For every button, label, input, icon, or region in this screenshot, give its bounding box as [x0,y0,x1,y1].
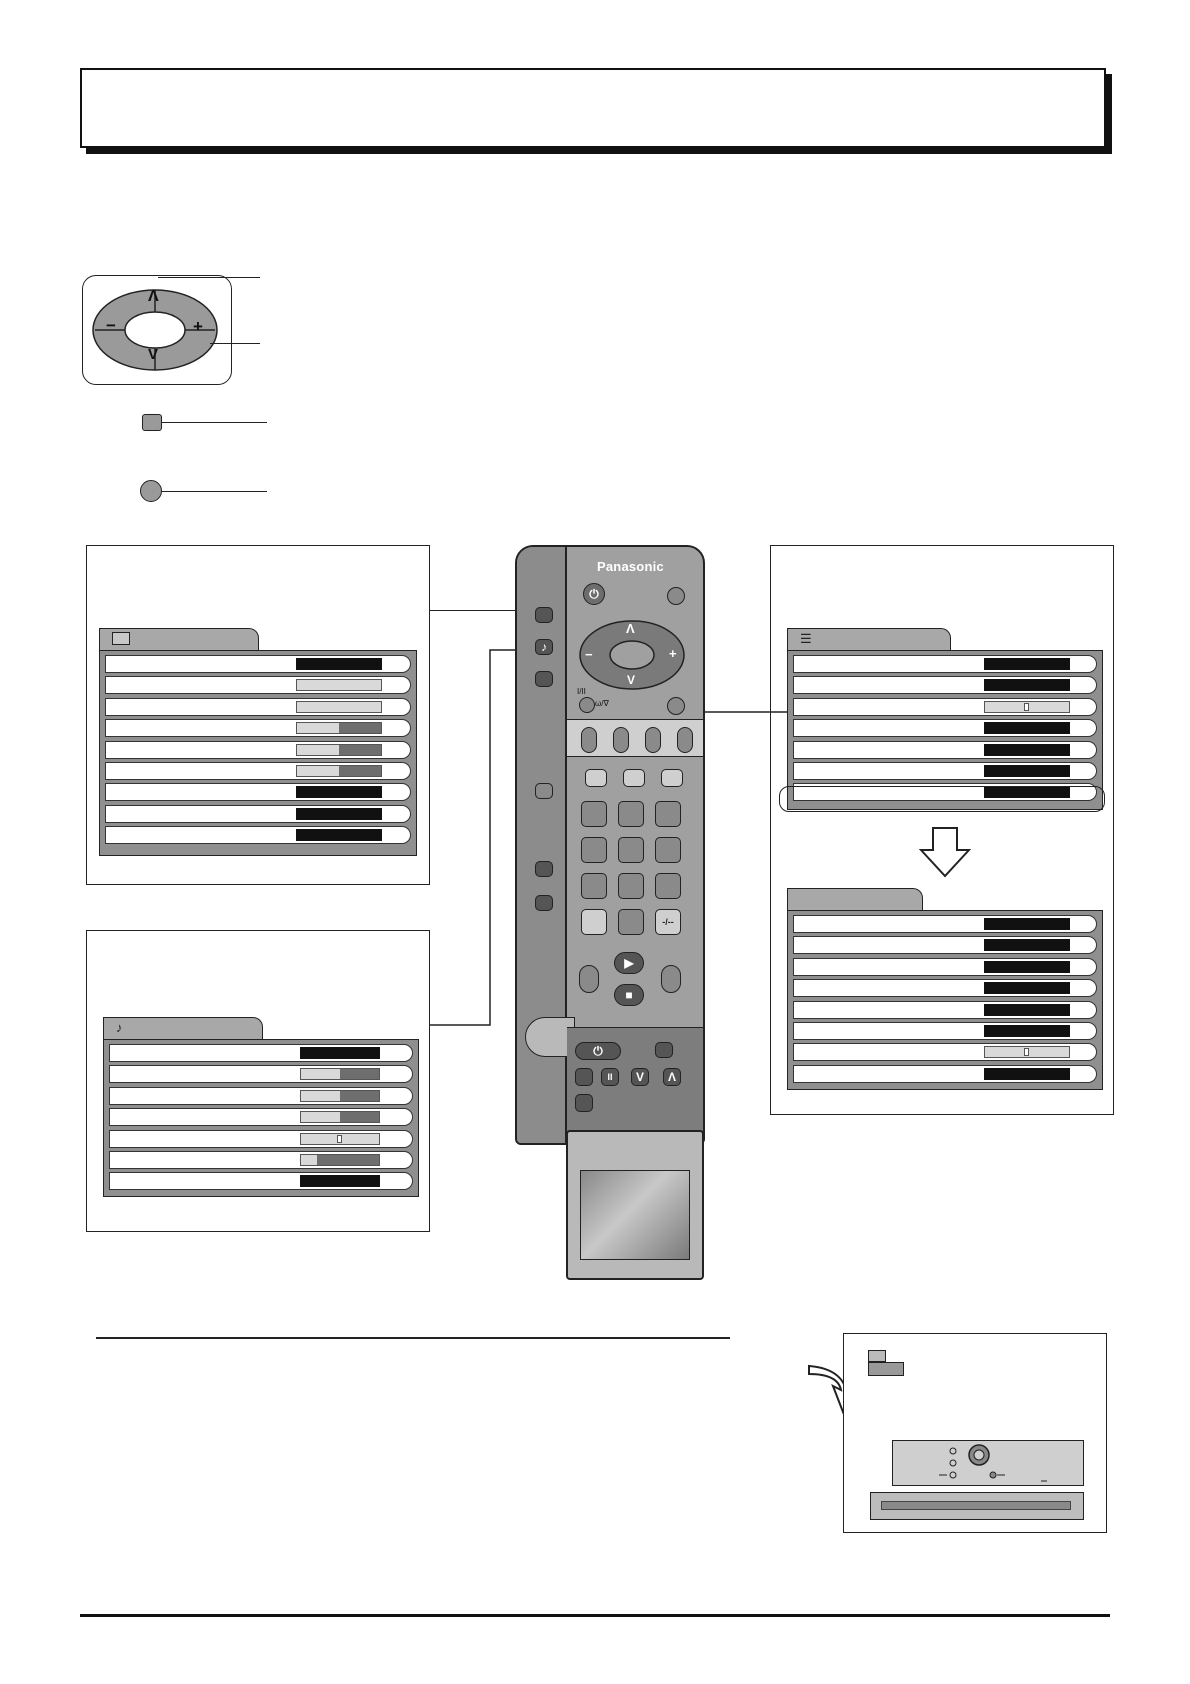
footer-rule [80,1614,1110,1617]
menu-row[interactable] [109,1087,413,1105]
menu-row[interactable] [105,826,411,844]
music-note-icon: ♪ [116,1020,123,1035]
menu-button-icon [142,414,162,431]
ok-leader [162,491,267,492]
menu-row[interactable] [105,805,411,823]
setting-value-box [984,939,1070,951]
remote-flap [566,1130,704,1280]
digit-7-button[interactable] [581,873,607,899]
connector-sockets-icon [893,1441,1085,1487]
channel-up-button[interactable] [661,965,681,993]
surround-button[interactable] [535,861,553,877]
nav-pad-center [125,312,185,348]
nav-plus-icon: + [193,317,203,336]
colour-button-strip [567,719,703,757]
sound-mode-sub-label: ω/∇ [595,699,609,708]
menu-row[interactable] [109,1172,413,1190]
up-icon: Λ [667,1070,676,1084]
setting-value-box [984,1025,1070,1037]
setting-slider [296,765,382,777]
yellow-button[interactable] [645,727,661,753]
setting-value-box [984,1004,1070,1016]
sound-button[interactable] [535,639,553,655]
menu-row[interactable] [793,958,1097,976]
remote-up-icon[interactable]: Λ [626,621,635,636]
digit-0-button[interactable] [618,909,644,935]
menu-row[interactable] [793,1065,1097,1083]
power-button[interactable] [583,583,605,605]
power-icon: ⏻ [593,1044,603,1058]
setting-value-box [296,786,382,798]
preview-bar-frame [870,1492,1084,1520]
setting-slider [296,679,382,691]
text-button[interactable] [585,769,607,787]
slider-knob[interactable] [1024,1048,1029,1056]
nav-up-leader [158,277,260,278]
menu-row[interactable] [105,741,411,759]
menu-row[interactable] [793,936,1097,954]
sub-menu-body [787,910,1103,1090]
sound-menu [103,1017,419,1197]
picture-menu-body [99,650,417,856]
setting-slider [296,722,382,734]
digit-6-button[interactable] [655,837,681,863]
setting-slider [296,744,382,756]
power-icon: ⏻ [589,587,599,601]
vcr-control-area [567,1027,703,1143]
nav-down-icon: V [148,346,159,363]
sub-menu-tab [787,888,923,910]
tab-fragment [868,1362,904,1376]
skip-back-button[interactable] [631,1068,649,1086]
vcr-extra-button[interactable] [575,1094,593,1112]
play-button[interactable] [614,952,644,974]
menu-row[interactable] [109,1108,413,1126]
stop-icon: ■ [625,988,633,1002]
setting-value-box [984,765,1070,777]
setting-value-box [296,829,382,841]
menu-row[interactable] [105,762,411,780]
flap-window [580,1170,690,1260]
sound-menu-tab [103,1017,263,1039]
sound-mode-button[interactable] [579,697,595,713]
remote-plus-icon[interactable]: + [669,646,677,661]
slider-fill [340,1069,379,1079]
setting-slider [984,701,1070,713]
digit-9-button[interactable] [655,873,681,899]
info-button[interactable] [667,697,685,715]
digit-5-button[interactable] [618,837,644,863]
blue-button[interactable] [677,727,693,753]
title-box [80,68,1106,148]
play-icon: ▶ [624,956,634,970]
channel-down-button[interactable] [579,965,599,993]
menu-row[interactable] [793,979,1097,997]
menu-row[interactable] [109,1151,413,1169]
multi-window-button[interactable] [535,895,553,911]
setting-value-box [984,918,1070,930]
picture-menu [99,628,417,856]
highlight-outline [779,786,1105,812]
setup-menu-panel [770,545,1114,1115]
slider-fill [317,1155,379,1165]
tv-screen-icon [112,632,130,645]
slider-knob[interactable] [1024,703,1029,711]
picture-menu-panel [86,545,430,885]
digit-8-button[interactable] [618,873,644,899]
menu-row[interactable] [793,741,1097,759]
rewind-button[interactable] [575,1068,593,1086]
menu-row[interactable] [105,676,411,694]
slider-fill [339,723,381,733]
index-button[interactable] [623,769,645,787]
setup-button[interactable] [535,671,553,687]
music-note-icon: ♪ [541,640,547,654]
setting-slider [296,701,382,713]
dash-label: -/-- [662,917,674,927]
nav-minus-icon: − [106,316,116,335]
menu-row[interactable] [105,719,411,737]
setup-menu [787,628,1103,810]
connector-diagram [892,1440,1084,1486]
setting-slider [300,1111,380,1123]
menu-leader [162,422,267,423]
remote-brand-logo: Panasonic [597,559,664,574]
menu-row[interactable] [793,1001,1097,1019]
setting-value-box [300,1175,380,1187]
setting-value-box [296,658,382,670]
slider-fill [339,766,381,776]
down-icon: V [635,1070,644,1084]
red-button[interactable] [581,727,597,753]
setting-value-box [300,1047,380,1059]
slider-knob[interactable] [337,1135,342,1143]
setting-slider [984,1046,1070,1058]
remote-down-icon[interactable]: V [627,673,636,687]
menu-row[interactable] [793,1043,1097,1061]
menu-row[interactable] [109,1130,413,1148]
menu-row[interactable] [105,783,411,801]
picture-menu-tab [99,628,259,650]
dash-button[interactable] [655,909,681,935]
pause-icon: II [607,1072,613,1082]
slider-fill [340,1112,379,1122]
section-divider [96,1337,730,1339]
remote-minus-icon[interactable]: − [585,647,593,662]
menu-row[interactable] [793,762,1097,780]
setting-slider [300,1133,380,1145]
setting-value-box [984,658,1070,670]
mute-button[interactable] [667,587,685,605]
setting-value-box [984,744,1070,756]
nav-plus-leader [210,343,260,344]
setting-value-box [984,961,1070,973]
setting-value-box [984,982,1070,994]
input-button[interactable] [581,909,607,935]
digit-3-button[interactable] [655,801,681,827]
setting-value-box [984,679,1070,691]
stop-button[interactable] [614,984,644,1006]
menu-row[interactable] [793,1022,1097,1040]
green-button[interactable] [613,727,629,753]
digit-2-button[interactable] [618,801,644,827]
list-icon: ☰ [800,631,812,646]
slider-fill [339,745,381,755]
setting-slider [300,1068,380,1080]
setting-value-box [984,1068,1070,1080]
sound-menu-body [103,1039,419,1197]
setting-slider [300,1090,380,1102]
setting-slider [300,1154,380,1166]
digit-1-button[interactable] [581,801,607,827]
setting-value-box [984,722,1070,734]
picture-button[interactable] [535,607,553,623]
setup-menu-tab [787,628,951,650]
menu-row[interactable] [793,915,1097,933]
menu-row[interactable] [105,655,411,673]
pause-button[interactable] [601,1068,619,1086]
sound-mode-label: I/II [577,687,586,696]
menu-row[interactable] [793,698,1097,716]
menu-row[interactable] [793,676,1097,694]
down-arrow-icon [919,826,971,878]
digit-4-button[interactable] [581,837,607,863]
hold-button[interactable] [661,769,683,787]
menu-row[interactable] [105,698,411,716]
sound-menu-panel [86,930,430,1232]
ok-button-icon [140,480,162,502]
menu-row[interactable] [793,655,1097,673]
tab-fragment-small [868,1350,886,1362]
slider-fill [340,1091,379,1101]
sub-menu [787,888,1103,1090]
menu-preview-inset [843,1333,1107,1533]
menu-row[interactable] [109,1065,413,1083]
menu-row[interactable] [109,1044,413,1062]
remote-control [515,545,705,1145]
tv-vcr-button[interactable] [655,1042,673,1058]
skip-forward-button[interactable] [663,1068,681,1086]
nav-up-icon: Λ [148,288,159,305]
aspect-button[interactable] [535,783,553,799]
remote-side-panel [517,547,567,1143]
preview-bar [881,1501,1071,1510]
menu-row[interactable] [793,719,1097,737]
setting-value-box [296,808,382,820]
record-power-button[interactable] [575,1042,621,1060]
